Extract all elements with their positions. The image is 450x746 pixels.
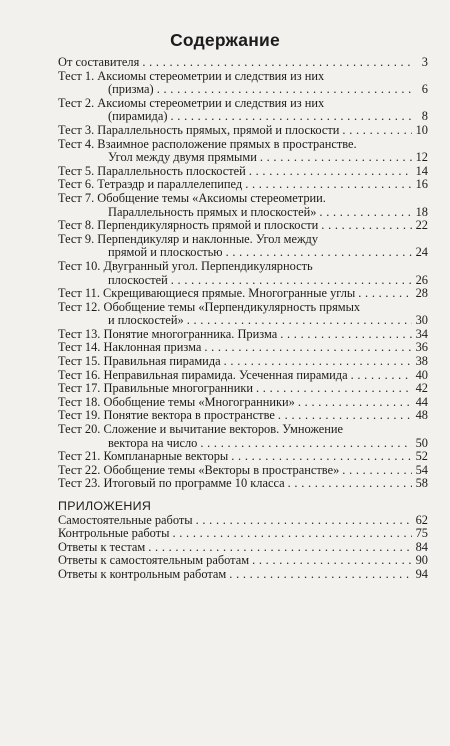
page-number: 24 [415, 245, 428, 260]
toc-entry-line [58, 192, 428, 206]
toc-entry [58, 165, 428, 179]
dot-leader [148, 541, 412, 555]
page-number: 44 [415, 394, 428, 409]
toc-entry-text: Тест 19. Понятие вектора в пространстве [58, 408, 275, 423]
page-number: 34 [415, 326, 428, 341]
dot-leader [171, 274, 412, 288]
toc-entry [58, 382, 428, 396]
toc-entry [58, 178, 428, 192]
dot-leader [298, 396, 412, 410]
toc-entry-line [58, 450, 428, 464]
dot-leader [245, 178, 412, 192]
toc-entry-line [58, 369, 428, 383]
toc-entry-line [58, 138, 428, 152]
page-number: 50 [415, 435, 428, 450]
toc-entry [58, 219, 428, 233]
dot-leader [229, 568, 412, 582]
toc-entry-text: Тест 20. Сложение и вычитание векторов. Умножение [58, 422, 344, 437]
dot-leader [288, 477, 412, 491]
page-number: 84 [415, 539, 428, 554]
dot-leader [321, 219, 412, 233]
toc-entry-line [58, 409, 428, 423]
dot-leader [280, 328, 412, 342]
page-number: 6 [421, 82, 428, 97]
toc-entry-line [58, 355, 428, 369]
toc-entry-text: (пирамида) [108, 109, 168, 124]
page-number: 10 [415, 122, 428, 137]
toc-entry [58, 70, 428, 97]
toc-entry-continuation [58, 246, 428, 260]
page-number: 14 [415, 163, 428, 178]
toc-entry-line [58, 341, 428, 355]
toc-entry-line [58, 541, 428, 555]
toc-entry-text: Тест 12. Обобщение темы «Перпендикулярность прямых [58, 299, 361, 314]
toc-entry-text: прямой и плоскостью [108, 245, 223, 260]
toc-entry-text: Тест 22. Обобщение темы «Векторы в пространстве» [58, 462, 340, 477]
dot-leader [231, 450, 412, 464]
toc-entry-text: Тест 10. Двугранный угол. Перпендикулярность [58, 258, 313, 273]
toc-entry-text: Тест 3. Параллельность прямых, прямой и плоскости [58, 122, 340, 137]
toc-entry [58, 260, 428, 287]
toc-entry [58, 423, 428, 450]
toc-entry-text: Угол между двумя прямыми [108, 150, 257, 165]
toc-entry-line [58, 554, 428, 568]
page-number: 22 [415, 218, 428, 233]
toc-entry-text: Самостоятельные работы [58, 512, 193, 527]
dot-leader [351, 369, 412, 383]
toc-entry-line [58, 97, 428, 111]
toc-entry [58, 541, 428, 555]
toc-entry-line [58, 165, 428, 179]
toc-entry-text: Контрольные работы [58, 526, 170, 541]
toc-entry-text: Тест 18. Обобщение темы «Многогранники» [58, 394, 295, 409]
toc-list [58, 56, 428, 582]
toc-entry [58, 568, 428, 582]
toc-entry-line [58, 233, 428, 247]
toc-entry [58, 287, 428, 301]
dot-leader [142, 56, 412, 70]
appendix-heading: ПРИЛОЖЕНИЯ [58, 499, 152, 513]
toc-entry-text: Тест 6. Тетраэдр и параллелепипед [58, 177, 243, 192]
toc-entry-text: и плоскостей» [108, 313, 184, 328]
toc-entry-text: вектора на число [108, 435, 198, 450]
toc-entry-continuation [58, 151, 428, 165]
page-number: 62 [415, 512, 428, 527]
page-number: 12 [415, 150, 428, 165]
toc-entry [58, 124, 428, 138]
toc-entry [58, 341, 428, 355]
toc-entry [58, 464, 428, 478]
dot-leader [260, 151, 412, 165]
toc-entry [58, 409, 428, 423]
toc-entry-text: Тест 1. Аксиомы стереометрии и следствия из них [58, 68, 325, 83]
toc-entry [58, 328, 428, 342]
toc-entry-line [58, 568, 428, 582]
page-number: 52 [415, 449, 428, 464]
toc-entry-text: Тест 15. Правильная пирамида [58, 354, 221, 369]
toc-entry-text: Ответы к тестам [58, 539, 146, 554]
dot-leader [342, 464, 412, 478]
page-number: 58 [415, 476, 428, 491]
page-number: 90 [415, 553, 428, 568]
toc-entry-text: Параллельность прямых и плоскостей» [108, 204, 317, 219]
toc-entry-text: Тест 23. Итоговый по программе 10 класса [58, 476, 285, 491]
toc-entry [58, 138, 428, 165]
toc-entry-text: Тест 11. Скрещивающиеся прямые. Многогранные углы [58, 286, 356, 301]
toc-entry-line [58, 328, 428, 342]
page-title: Содержание [170, 30, 280, 50]
dot-leader [157, 83, 412, 97]
toc-entry-line [58, 514, 428, 528]
dot-leader [256, 382, 412, 396]
page-number: 30 [415, 313, 428, 328]
toc-entry [58, 233, 428, 260]
toc-entry-line [58, 178, 428, 192]
toc-entry-text: Тест 21. Компланарные векторы [58, 449, 229, 464]
dot-leader [224, 355, 412, 369]
page-number: 26 [415, 272, 428, 287]
dot-leader [204, 341, 412, 355]
toc-entry-text: Ответы к контрольным работам [58, 566, 227, 581]
toc-entry [58, 97, 428, 124]
toc-entry-text: плоскостей [108, 272, 168, 287]
toc-entry-line [58, 464, 428, 478]
toc-entry-text: Тест 14. Наклонная призма [58, 340, 202, 355]
toc-entry-text: Тест 5. Параллельность плоскостей [58, 163, 246, 178]
toc-entry [58, 192, 428, 219]
dot-leader [172, 527, 412, 541]
toc-entry-line [58, 260, 428, 274]
toc-entry-text: (призма) [108, 82, 154, 97]
dot-leader [196, 514, 412, 528]
appendix-list [58, 514, 428, 582]
toc-entry-text: Ответы к самостоятельным работам [58, 553, 250, 568]
toc-entry-line [58, 477, 428, 491]
toc-entry-text: Тест 4. Взаимное расположение прямых в пространстве. [58, 136, 357, 151]
page-number: 48 [415, 408, 428, 423]
dot-leader [342, 124, 412, 138]
toc-entry-text: Тест 13. Понятие многогранника. Призма [58, 326, 278, 341]
toc-entry-text: От составителя [58, 55, 140, 69]
dot-leader [319, 206, 412, 220]
toc-entry-continuation [58, 206, 428, 220]
toc-entry-line [58, 423, 428, 437]
toc-entry-continuation [58, 83, 428, 97]
toc-entry [58, 477, 428, 491]
page-number: 54 [415, 462, 428, 477]
toc-entry-line [58, 301, 428, 315]
dot-leader [187, 314, 412, 328]
toc-entry-text: Тест 2. Аксиомы стереометрии и следствия из них [58, 95, 325, 110]
toc-entry [58, 514, 428, 528]
toc-entry [58, 450, 428, 464]
toc-entry [58, 369, 428, 383]
page-number: 18 [415, 204, 428, 219]
dot-leader [226, 246, 412, 260]
toc-entry-text: Тест 7. Обобщение темы «Аксиомы стереометрии. [58, 190, 326, 205]
toc-entry [58, 527, 428, 541]
page-number: 36 [415, 340, 428, 355]
page-number: 75 [415, 526, 428, 541]
toc-entry-line [58, 124, 428, 138]
toc-entry-continuation [58, 314, 428, 328]
toc-entry-text: Тест 8. Перпендикулярность прямой и плоскости [58, 218, 319, 233]
page-number: 38 [415, 354, 428, 369]
toc-entry [58, 554, 428, 568]
page-number: 8 [421, 109, 428, 124]
toc-entry [58, 56, 428, 70]
dot-leader [358, 287, 412, 301]
toc-entry [58, 301, 428, 328]
dot-leader [200, 437, 412, 451]
page-number: 42 [415, 381, 428, 396]
toc-entry-text: Тест 16. Неправильная пирамида. Усеченная пирамида [58, 367, 348, 382]
page-number: 28 [415, 286, 428, 301]
toc-entry [58, 396, 428, 410]
toc-entry-line [58, 287, 428, 301]
toc-entry-text: Тест 9. Перпендикуляр и наклонные. Угол между [58, 231, 319, 246]
toc-entry-text: Тест 17. Правильные многогранники [58, 381, 253, 396]
toc-entry-line [58, 527, 428, 541]
dot-leader [252, 554, 412, 568]
toc-entry-continuation [58, 437, 428, 451]
toc-entry-line [58, 219, 428, 233]
toc-entry-line [58, 56, 428, 70]
page-number: 94 [415, 566, 428, 581]
toc-entry-line [58, 396, 428, 410]
toc-entry-continuation [58, 274, 428, 288]
dot-leader [171, 110, 413, 124]
page-number: 3 [421, 55, 428, 69]
dot-leader [278, 409, 412, 423]
page-number: 16 [415, 177, 428, 192]
dot-leader [249, 165, 412, 179]
page-number: 40 [415, 367, 428, 382]
toc-entry [58, 355, 428, 369]
toc-entry-line [58, 382, 428, 396]
toc-entry-continuation [58, 110, 428, 124]
toc-entry-line [58, 70, 428, 84]
